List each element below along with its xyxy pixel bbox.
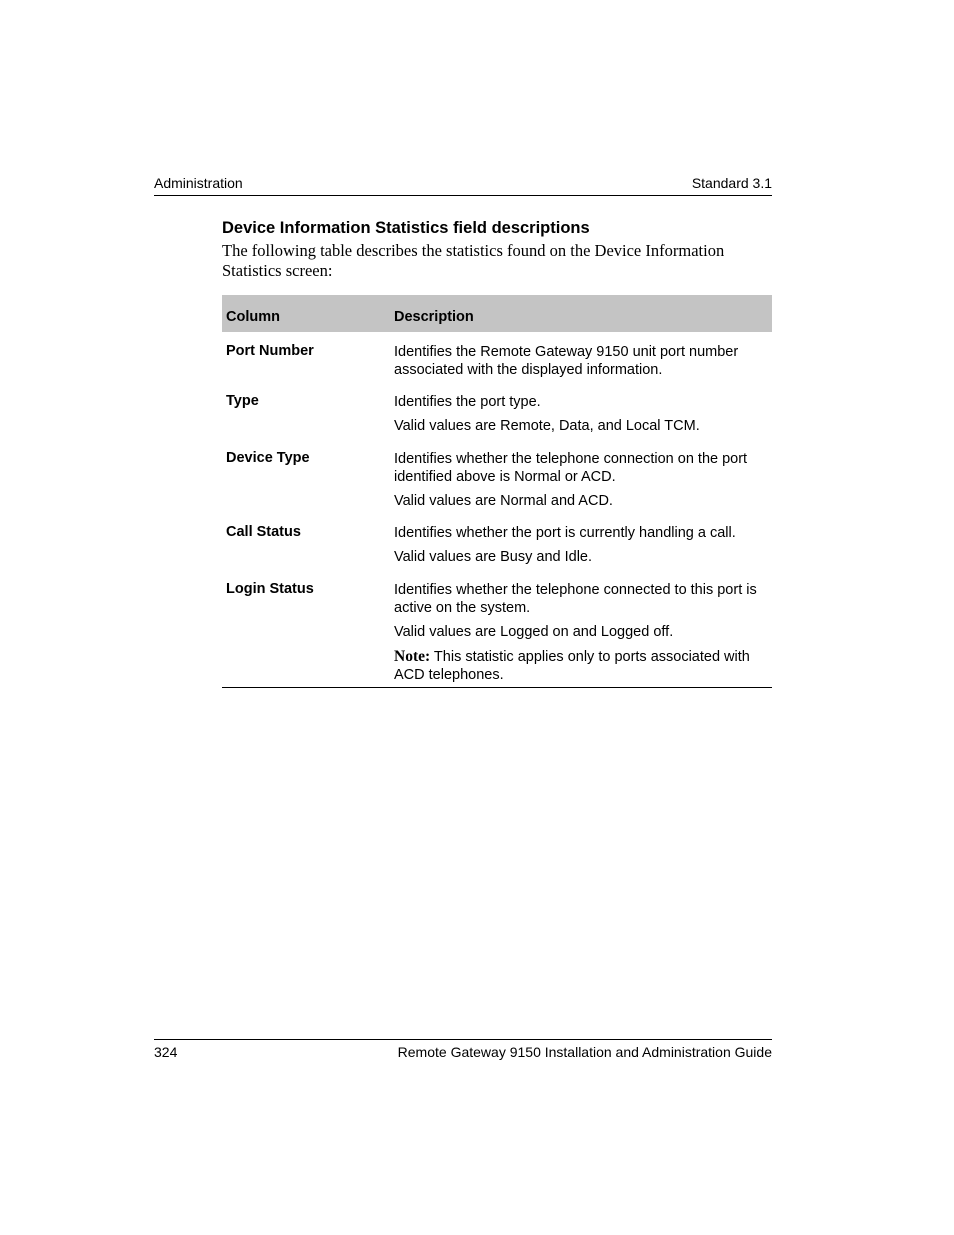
- header-version-label: Standard 3.1: [691, 175, 772, 191]
- description-text: Valid values are Remote, Data, and Local TCM.: [394, 418, 700, 434]
- table-header: [222, 295, 772, 332]
- note-label: Note:: [394, 648, 431, 665]
- document-title: Remote Gateway 9150 Installation and Administration Guide: [397, 1044, 772, 1060]
- statistics-table: [222, 295, 772, 688]
- row-field-name: Device Type: [226, 450, 310, 466]
- row-description: [394, 450, 766, 510]
- description-text: Valid values are Logged on and Logged off.: [394, 624, 674, 640]
- description-text: Identifies whether the telephone connection on the port identified above is Normal or ACD.: [394, 451, 748, 485]
- table-row: [222, 343, 772, 379]
- row-field-name: Call Status: [226, 524, 301, 540]
- description-text: Valid values are Normal and ACD.: [394, 493, 613, 509]
- table-row: [222, 524, 772, 566]
- header-section-label: Administration: [154, 175, 243, 191]
- table-row: [222, 581, 772, 687]
- row-description: [394, 393, 766, 435]
- row-description: [394, 581, 766, 684]
- row-description: [394, 343, 766, 379]
- description-text: Identifies the port type.: [394, 394, 541, 410]
- row-field-name: Type: [226, 393, 259, 409]
- page-footer: [154, 1039, 772, 1060]
- column-header-description: Description: [394, 309, 474, 325]
- description-text: Valid values are Busy and Idle.: [394, 549, 593, 565]
- row-field-name: Port Number: [226, 343, 314, 359]
- row-field-name: Login Status: [226, 581, 314, 597]
- page-number: 324: [154, 1044, 178, 1060]
- table-row: [222, 450, 772, 510]
- note-text: This statistic applies only to ports associated with ACD telephones.: [394, 649, 750, 683]
- description-text: Identifies whether the port is currently handling a call.: [394, 525, 736, 541]
- description-text: Identifies whether the telephone connected to this port is active on the system.: [394, 582, 757, 616]
- row-description: [394, 524, 766, 566]
- page-header: [154, 174, 772, 196]
- note-paragraph: [394, 648, 766, 684]
- description-text: Identifies the Remote Gateway 9150 unit port number associated with the displayed information.: [394, 344, 739, 378]
- intro-paragraph: The following table describes the statistics found on the Device Information Statistics screen:: [222, 241, 725, 280]
- table-row: [222, 393, 772, 435]
- section-title: Device Information Statistics field descriptions: [222, 219, 590, 237]
- column-header-column: Column: [226, 309, 280, 325]
